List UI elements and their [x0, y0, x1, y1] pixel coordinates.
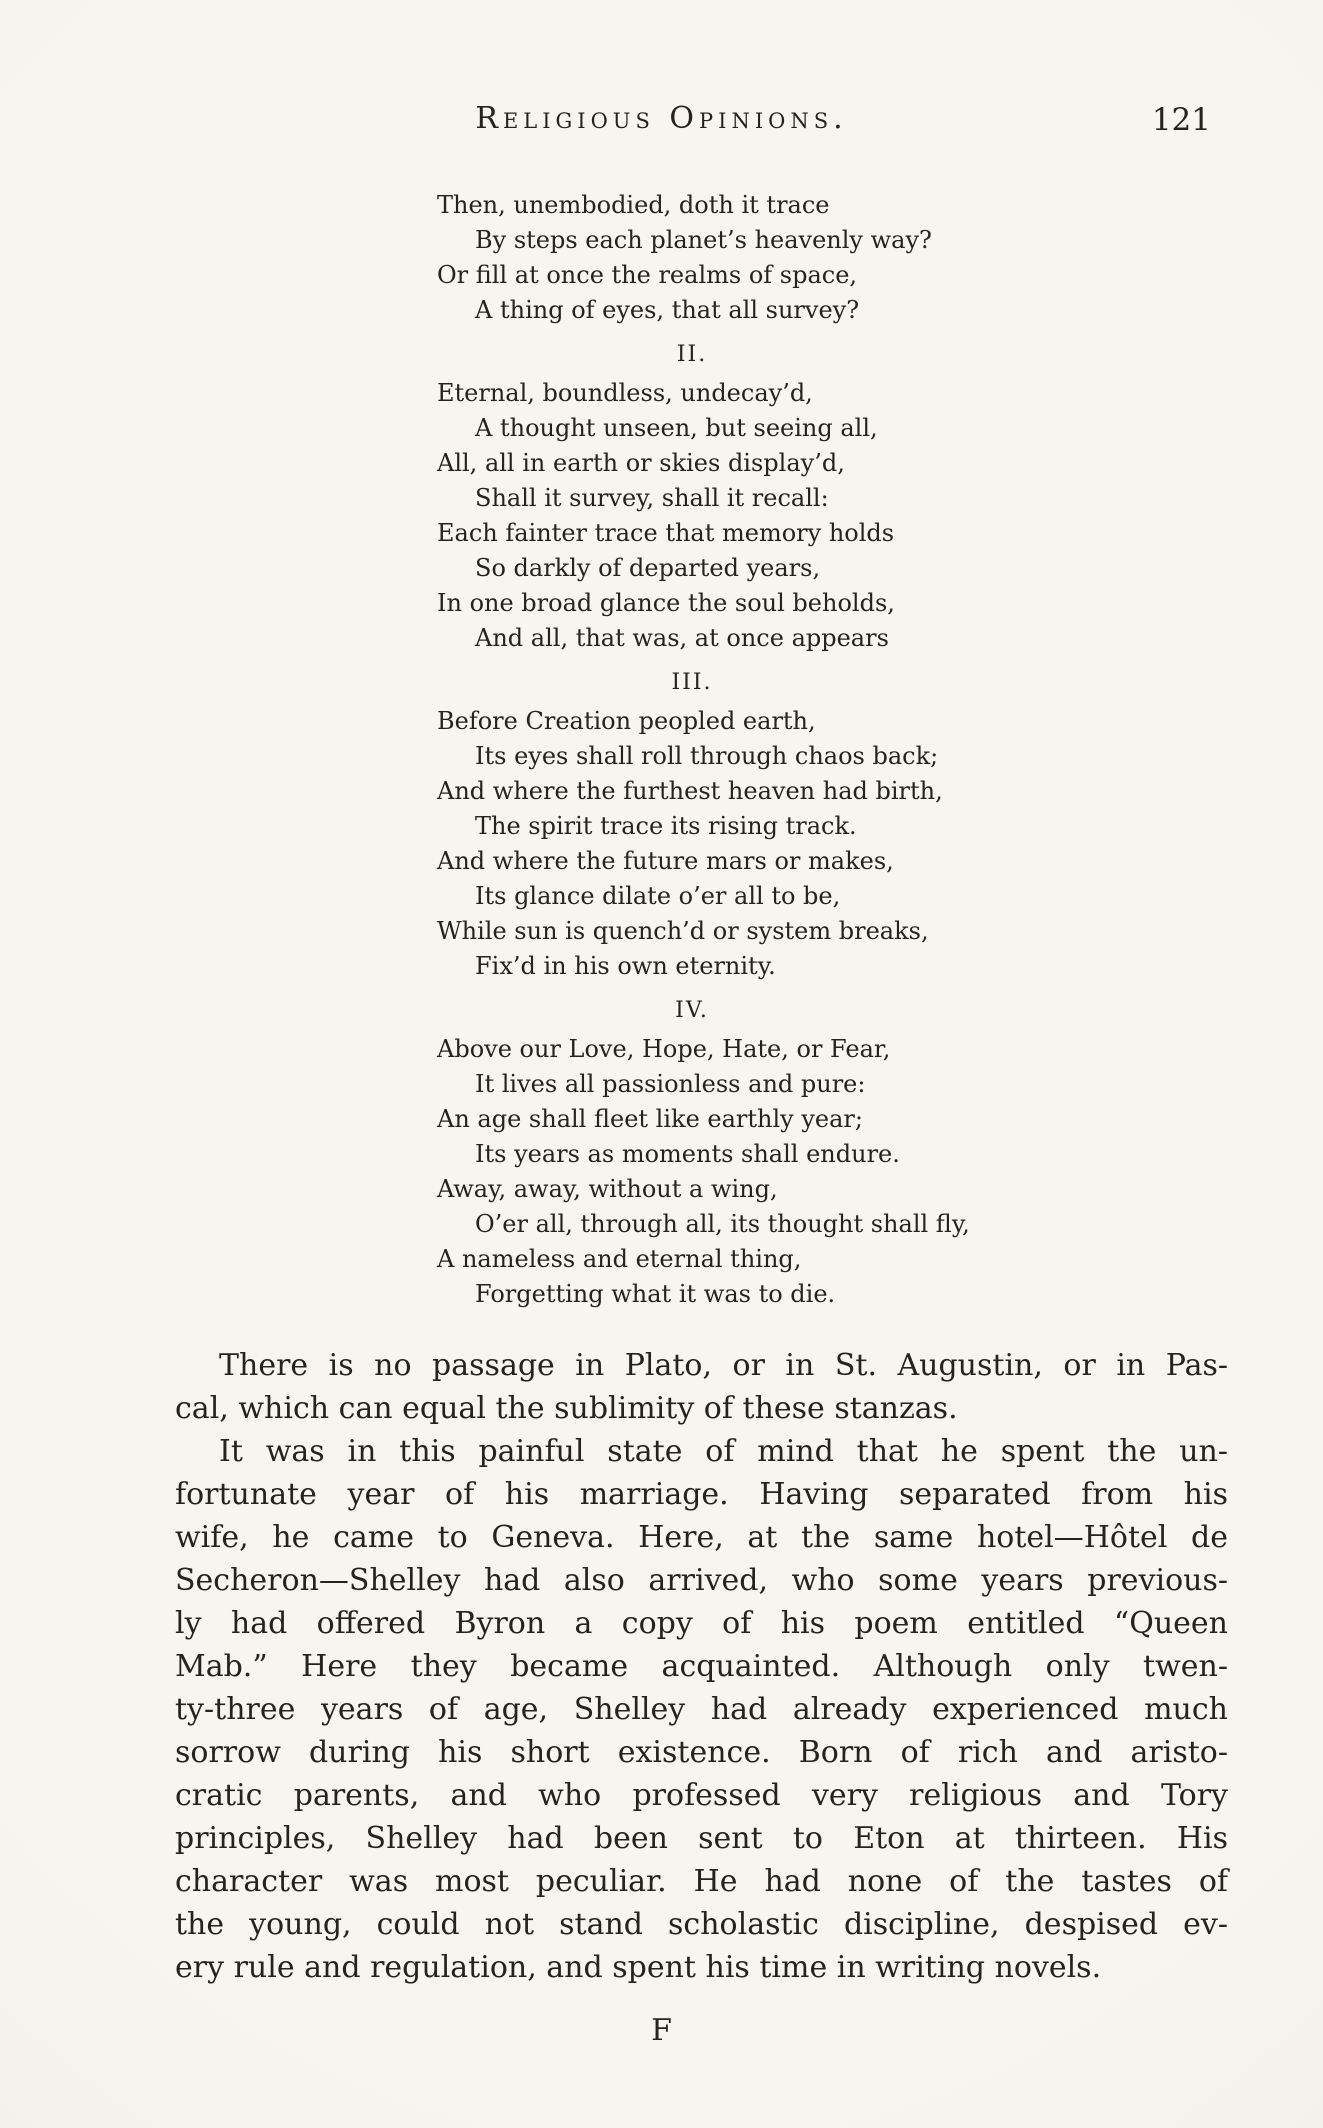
prose-line: Secheron—Shelley had also arrived, who some years previous- [175, 1563, 1228, 1598]
prose-line: cal, which can equal the sublimity of these stanzas. [175, 1391, 958, 1426]
prose-line: ery rule and regulation, and spent his time in writing novels. [175, 1950, 1102, 1985]
poem-line: In one broad glance the soul beholds, [437, 589, 895, 617]
poem-block [437, 188, 1037, 1312]
poem-line: The spirit trace its rising track. [475, 812, 857, 840]
stanza [437, 1032, 1037, 1312]
stanza-number: II. [676, 342, 708, 367]
prose-line: Mab.” Here they became acquainted. Although only twen- [175, 1649, 1228, 1684]
prose-block [175, 1344, 1228, 1989]
prose-line: sorrow during his short existence. Born of rich and aristo- [175, 1735, 1228, 1770]
poem-line: An age shall fleet like earthly year; [437, 1105, 863, 1133]
prose-line: It was in this painful state of mind that he spent the un- [219, 1434, 1228, 1469]
poem-line: And where the future mars or makes, [437, 847, 894, 875]
poem-line: A thought unseen, but seeing all, [475, 414, 878, 442]
poem-line: Each fainter trace that memory holds [437, 519, 895, 547]
page-number: 121 [1151, 102, 1211, 138]
poem-line: Above our Love, Hope, Hate, or Fear, [437, 1035, 891, 1063]
poem-line: It lives all passionless and pure: [475, 1070, 866, 1098]
signature-mark: F [651, 2013, 672, 2048]
paragraph [175, 1344, 1228, 1430]
poem-line: Or fill at once the realms of space, [437, 261, 858, 289]
poem-line: Then, unembodied, doth it trace [437, 191, 830, 219]
poem-line: Eternal, boundless, undecay’d, [437, 379, 813, 407]
poem-line: Fix’d in his own eternity. [475, 952, 776, 980]
poem-line: Away, away, without a wing, [437, 1175, 778, 1203]
poem-line: Shall it survey, shall it recall: [475, 484, 829, 512]
prose-line: principles, Shelley had been sent to Eton at thirteen. His [175, 1821, 1228, 1856]
stanza-number: III. [671, 670, 713, 695]
prose-line: the young, could not stand scholastic discipline, despised ev- [175, 1907, 1228, 1942]
poem-line: By steps each planet’s heavenly way? [475, 226, 932, 254]
stanza [437, 704, 1037, 984]
poem-line: All, all in earth or skies display’d, [437, 449, 845, 477]
poem-line: And all, that was, at once appears [475, 624, 889, 652]
stanza [437, 188, 1037, 328]
poem-line: Forgetting what it was to die. [475, 1280, 836, 1308]
paragraph [175, 1430, 1228, 1989]
poem-line: While sun is quench’d or system breaks, [437, 917, 929, 945]
poem-line: A thing of eyes, that all survey? [475, 296, 860, 324]
poem-line: And where the furthest heaven had birth, [437, 777, 943, 805]
poem-line: Its years as moments shall endure. [475, 1140, 900, 1168]
prose-line: wife, he came to Geneva. Here, at the same hotel—Hôtel de [175, 1520, 1228, 1555]
poem-line: Before Creation peopled earth, [437, 707, 816, 735]
prose-line: ty-three years of age, Shelley had already experienced much [175, 1692, 1228, 1727]
stanza-number: IV. [675, 998, 709, 1023]
running-header-title: Religious Opinions. [475, 101, 848, 136]
poem-line: Its glance dilate o’er all to be, [475, 882, 841, 910]
prose-line: character was most peculiar. He had none of the tastes of [175, 1864, 1228, 1899]
prose-line: There is no passage in Plato, or in St. Augustin, or in Pas- [219, 1348, 1228, 1383]
poem-line: Its eyes shall roll through chaos back; [475, 742, 939, 770]
running-header [0, 100, 1323, 142]
prose-line: fortunate year of his marriage. Having separated from his [175, 1477, 1228, 1512]
stanza [437, 376, 1037, 656]
poem-line: So darkly of departed years, [475, 554, 821, 582]
poem-line: A nameless and eternal thing, [437, 1245, 802, 1273]
prose-line: ly had offered Byron a copy of his poem entitled “Queen [175, 1606, 1228, 1641]
prose-line: cratic parents, and who professed very religious and Tory [175, 1778, 1228, 1813]
poem-line: O’er all, through all, its thought shall fly, [475, 1210, 970, 1238]
